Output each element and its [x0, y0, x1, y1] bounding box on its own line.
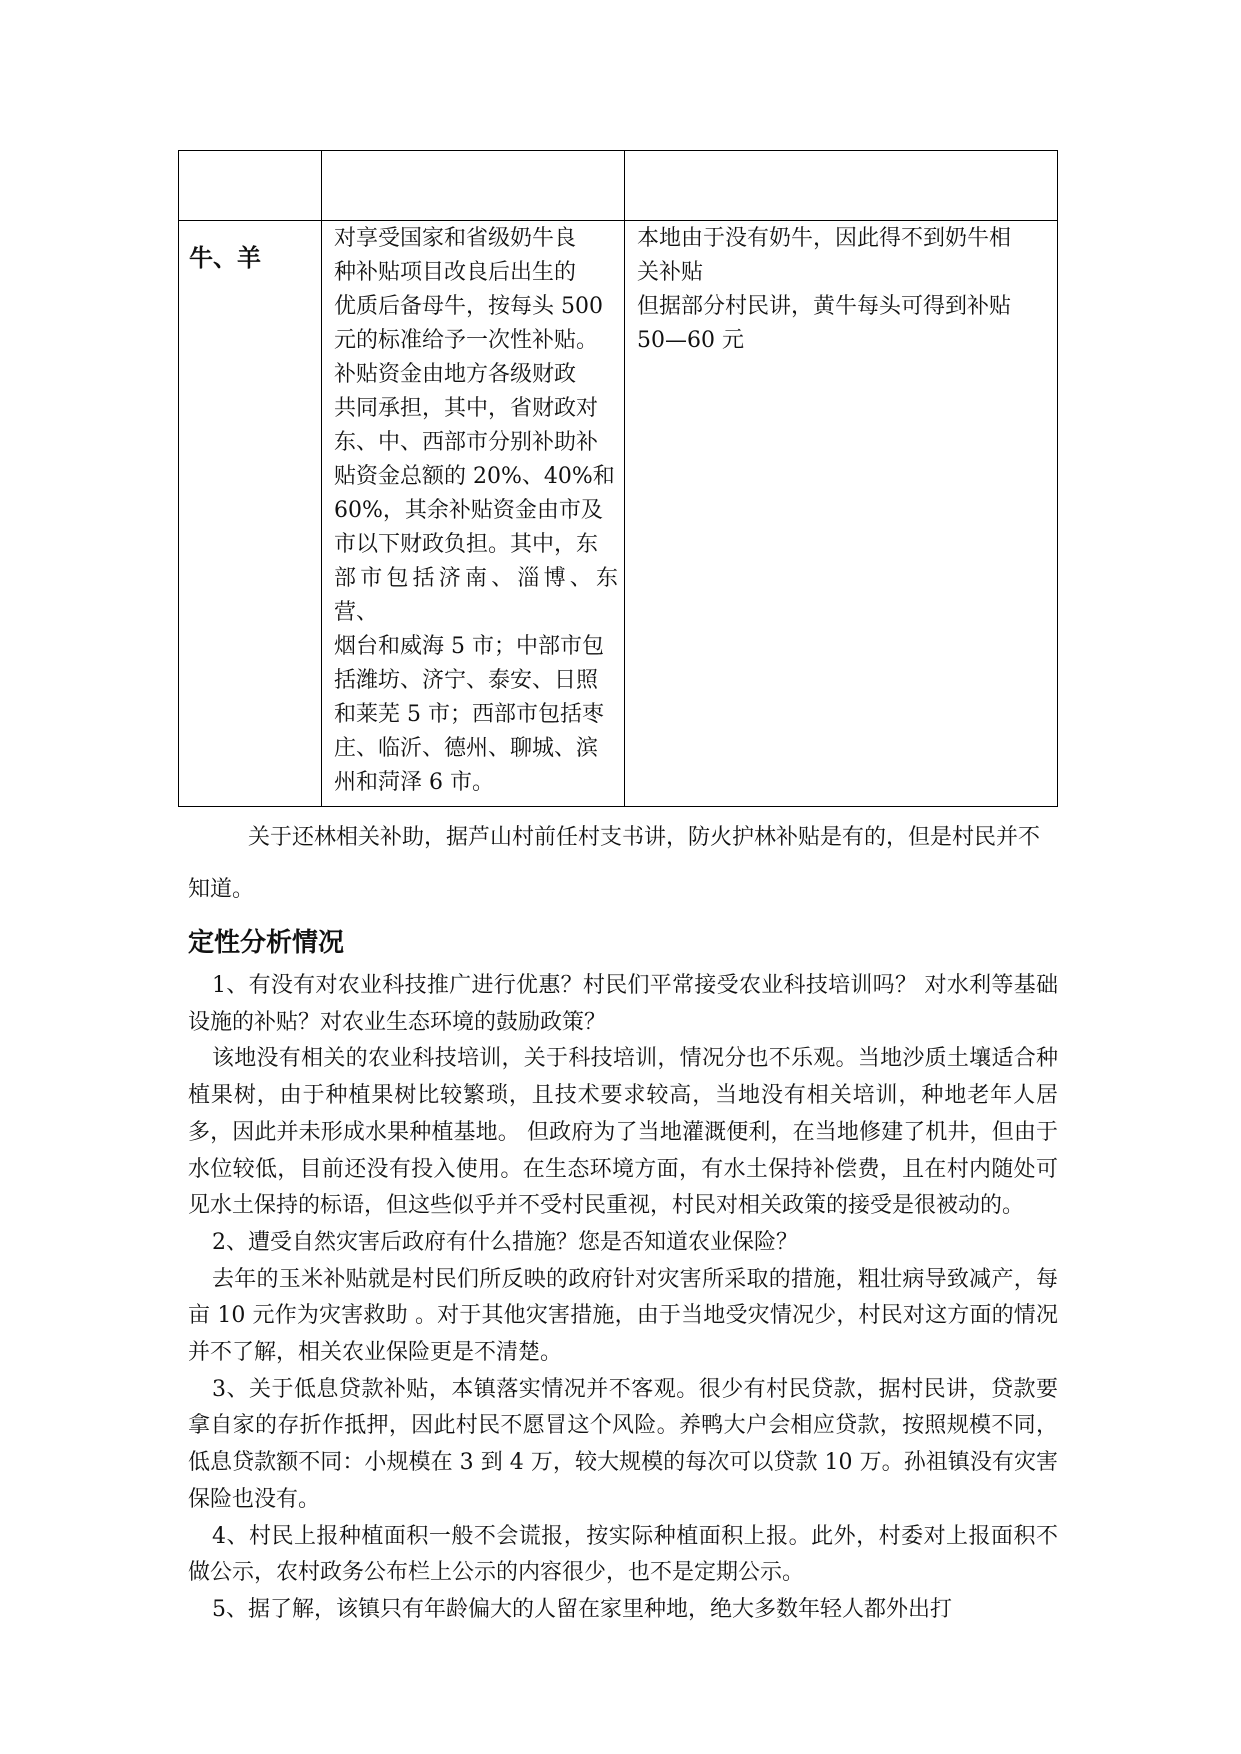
body-paragraph: 该地没有相关的农业科技培训，关于科技培训，情况分也不乐观。当地沙质土壤适合种植果树，由于种植果树比较繁琐，且技术要求较高，当地没有相关培训，种地老年人居多，因此并未形成水果种植基地。 但政府为了当地灌溉便利，在当地修建了机井，但由于水位较低，目前还没有投入使用。在生态环境方面，有水土保持补偿费，且在村内随处可见水土保持的标语，但这些似乎并不受村民重视，村民对相关政策的接受是很被动的。	[188, 1046, 1058, 1219]
body-paragraph: 1、有没有对农业科技推广进行优惠？村民们平常接受农业科技培训吗？ 对水利等基础设施的补贴？对农业生态环境的鼓励政策？	[188, 973, 1058, 1035]
analysis-body	[188, 968, 1058, 1629]
standard-line: 烟台和威海 5 市；中部市包	[334, 634, 604, 659]
standard-line: 优质后备母牛，按每头 500	[334, 294, 603, 319]
standard-line: 市以下财政负担。其中，东	[334, 532, 599, 557]
local-line: 本地由于没有奶牛，因此得不到奶牛相	[637, 226, 1012, 251]
standard-line: 括潍坊、济宁、泰安、日照	[334, 668, 599, 693]
standard-line: 对享受国家和省级奶牛良	[334, 226, 577, 251]
local-cell	[625, 221, 1058, 807]
standard-cell	[322, 221, 625, 807]
table-row	[179, 221, 1058, 807]
section-heading: 定性分析情况	[188, 928, 345, 958]
standard-line: 贴资金总额的 20%、40%和	[334, 464, 615, 489]
standard-cell	[322, 151, 625, 221]
category-cell	[179, 221, 322, 807]
standard-line: 庄、临沂、德州、聊城、滨	[334, 736, 599, 761]
intro-paragraph: 关于还林相关补助，据芦山村前任村支书讲，防火护林补贴是有的，但是村民并不知道。	[188, 825, 1041, 902]
standard-line: 东、中、西部市分别补助补	[334, 430, 599, 455]
category-cell	[179, 151, 322, 221]
local-line: 但据部分村民讲，黄牛每头可得到补贴	[637, 294, 1012, 319]
body-paragraph: 3、关于低息贷款补贴，本镇落实情况并不客观。很少有村民贷款，据村民讲，贷款要拿自家的存折作抵押，因此村民不愿冒这个风险。养鸭大户会相应贷款，按照规模不同，低息贷款额不同：小规模在 3 到 4 万，较大规模的每次可以贷款 10 万。孙祖镇没有灾害保险也没有。	[188, 1376, 1058, 1512]
local-line: 50—60 元	[637, 328, 744, 353]
local-text	[625, 221, 1057, 364]
body-paragraph: 去年的玉米补贴就是村民们所反映的政府针对灾害所采取的措施，粗壮病导致减产，每亩 10 元作为灾害救助 。对于其他灾害措施，由于当地受灾情况少，村民对这方面的情况并不了解，相关农业保险更是不清楚。	[188, 1266, 1058, 1366]
standard-line: 州和菏泽 6 市。	[334, 770, 494, 795]
standard-line: 补贴资金由地方各级财政	[334, 362, 577, 387]
standard-line: 和莱芜 5 市；西部市包括枣	[334, 702, 604, 727]
category-label: 牛、羊	[189, 244, 261, 272]
standard-text	[322, 221, 624, 806]
local-cell	[625, 151, 1058, 221]
standard-line: 60%，其余补贴资金由市及	[334, 498, 603, 523]
standard-line: 部市包括济南、淄博、东营、	[334, 566, 618, 625]
body-paragraph: 2、遭受自然灾害后政府有什么措施？您是否知道农业保险？	[212, 1229, 798, 1255]
standard-line: 种补贴项目改良后出生的	[334, 260, 577, 285]
body-paragraph: 4、村民上报种植面积一般不会谎报，按实际种植面积上报。此外，村委对上报面积不做公示，农村政务公布栏上公示的内容很少，也不是定期公示。	[188, 1523, 1058, 1586]
standard-line: 元的标准给予一次性补贴。	[334, 328, 599, 353]
subsidy-table	[178, 150, 1058, 807]
body-paragraph: 5、据了解，该镇只有年龄偏大的人留在家里种地，绝大多数年轻人都外出打	[212, 1596, 952, 1622]
table-row	[179, 151, 1058, 221]
local-line: 关补贴	[637, 260, 704, 285]
standard-line: 共同承担，其中，省财政对	[334, 396, 599, 421]
